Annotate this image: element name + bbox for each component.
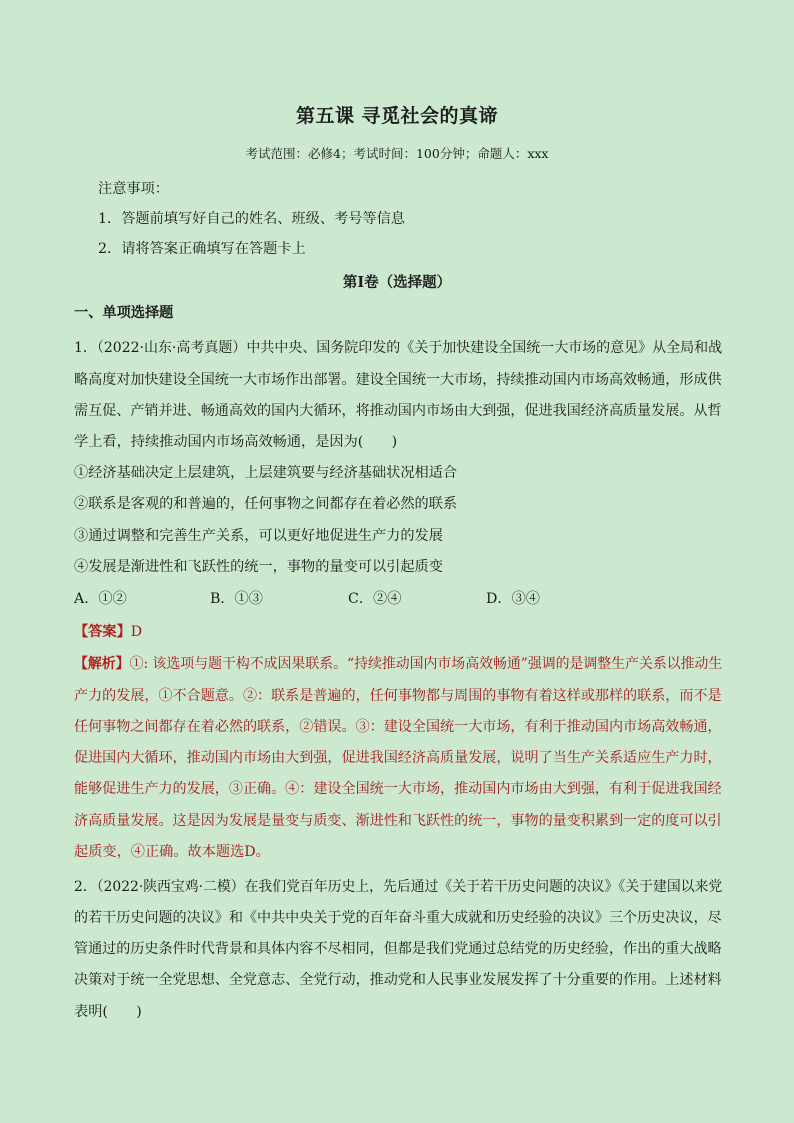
question-text-line: 略高度对加快建设全国统一大市场作出部署。建设全国统一大市场，持续推动国内市场高效畅通，形成供	[74, 372, 722, 388]
notice-item: 1．答题前填写好自己的姓名、班级、考号等信息	[98, 211, 405, 227]
analysis-line: 能够促进生产力的发展，③正确。④：建设全国统一大市场，推动国内市场由大到强，有利于促进我国经	[74, 781, 722, 797]
option-b: B．①③	[210, 591, 263, 607]
exam-meta: 考试范围：必修4；考试时间：100分钟；命题人：xxx	[245, 146, 549, 161]
answer-row	[74, 621, 142, 641]
notice-item: 2．请将答案正确填写在答题卡上	[98, 241, 306, 257]
question-text-line: 2．（2022·陕西宝鸡·二模）在我们党百年历史上，先后通过《关于若干历史问题的决议》《关于建国以来党	[74, 879, 723, 895]
answer-value: D	[130, 624, 143, 640]
notice-heading: 注意事项：	[98, 181, 169, 197]
analysis-line: 促进国内大循环，推动国内市场由大到强，促进我国经济高质量发展，说明了当生产关系适应生产力时，	[74, 750, 722, 766]
question-text-line: 1．（2022·山东·高考真题）中共中央、国务院印发的《关于加快建设全国统一大市场的意见》从全局和战	[74, 340, 723, 356]
volume-heading: 第I卷（选择题）	[342, 274, 452, 291]
statement-4: ④发展是渐进性和飞跃性的统一，事物的量变可以引起质变	[74, 559, 443, 575]
analysis-label: 【解析】	[74, 656, 130, 672]
statement-3: ③通过调整和完善生产关系，可以更好地促进生产力的发展	[74, 528, 443, 544]
part-heading: 一、单项选择题	[74, 305, 174, 321]
question-text-line: 决策对于统一全党思想、全党意志、全党行动，推动党和人民事业发展发挥了十分重要的作用。上述材料	[74, 972, 722, 988]
analysis-line: 济高质量发展。这是因为发展是量变与质变、渐进性和飞跃性的统一，事物的量变积累到一定的度可以引	[74, 813, 722, 829]
question-text-line: 需互促、产销并进、畅通高效的国内大循环，将推动国内市场由大到强，促进我国经济高质量发展。从哲	[74, 403, 722, 419]
question-text-line: 管通过的历史条件时代背景和具体内容不尽相同，但都是我们党通过总结党的历史经验，作出的重大战略	[74, 941, 722, 957]
analysis-line: 起质变，④正确。故本题选D。	[74, 844, 270, 860]
statement-1: ①经济基础决定上层建筑，上层建筑要与经济基础状况相适合	[74, 465, 458, 481]
analysis-line: 产力的发展，①不合题意。②：联系是普遍的，任何事物都与周围的事物有着这样或那样的联系，而不是	[74, 688, 722, 704]
answer-label: 【答案】	[74, 624, 131, 640]
question-text-line: 表明( )	[74, 1004, 142, 1020]
question-text-line: 的若干历史问题的决议》和《中共中央关于党的百年奋斗重大成就和历史经验的决议》三个历史决议，尽	[74, 910, 722, 926]
statement-2: ②联系是客观的和普遍的，任何事物之间都存在着必然的联系	[74, 496, 458, 512]
analysis-line: 任何事物之间都存在着必然的联系，②错误。③：建设全国统一大市场，有利于推动国内市场高效畅通，	[74, 719, 722, 735]
analysis-line: 【解析】①: 该选项与题干构不成因果联系。“持续推动国内市场高效畅通”强调的是调整生产关系以推动生	[74, 656, 723, 672]
option-c: C．②④	[348, 591, 402, 607]
question-text-line: 学上看，持续推动国内市场高效畅通，是因为( )	[74, 434, 398, 450]
page-title: 第五课 寻觅社会的真谛	[295, 105, 499, 127]
option-a: A．①②	[74, 591, 127, 607]
option-d: D．③④	[486, 591, 540, 607]
